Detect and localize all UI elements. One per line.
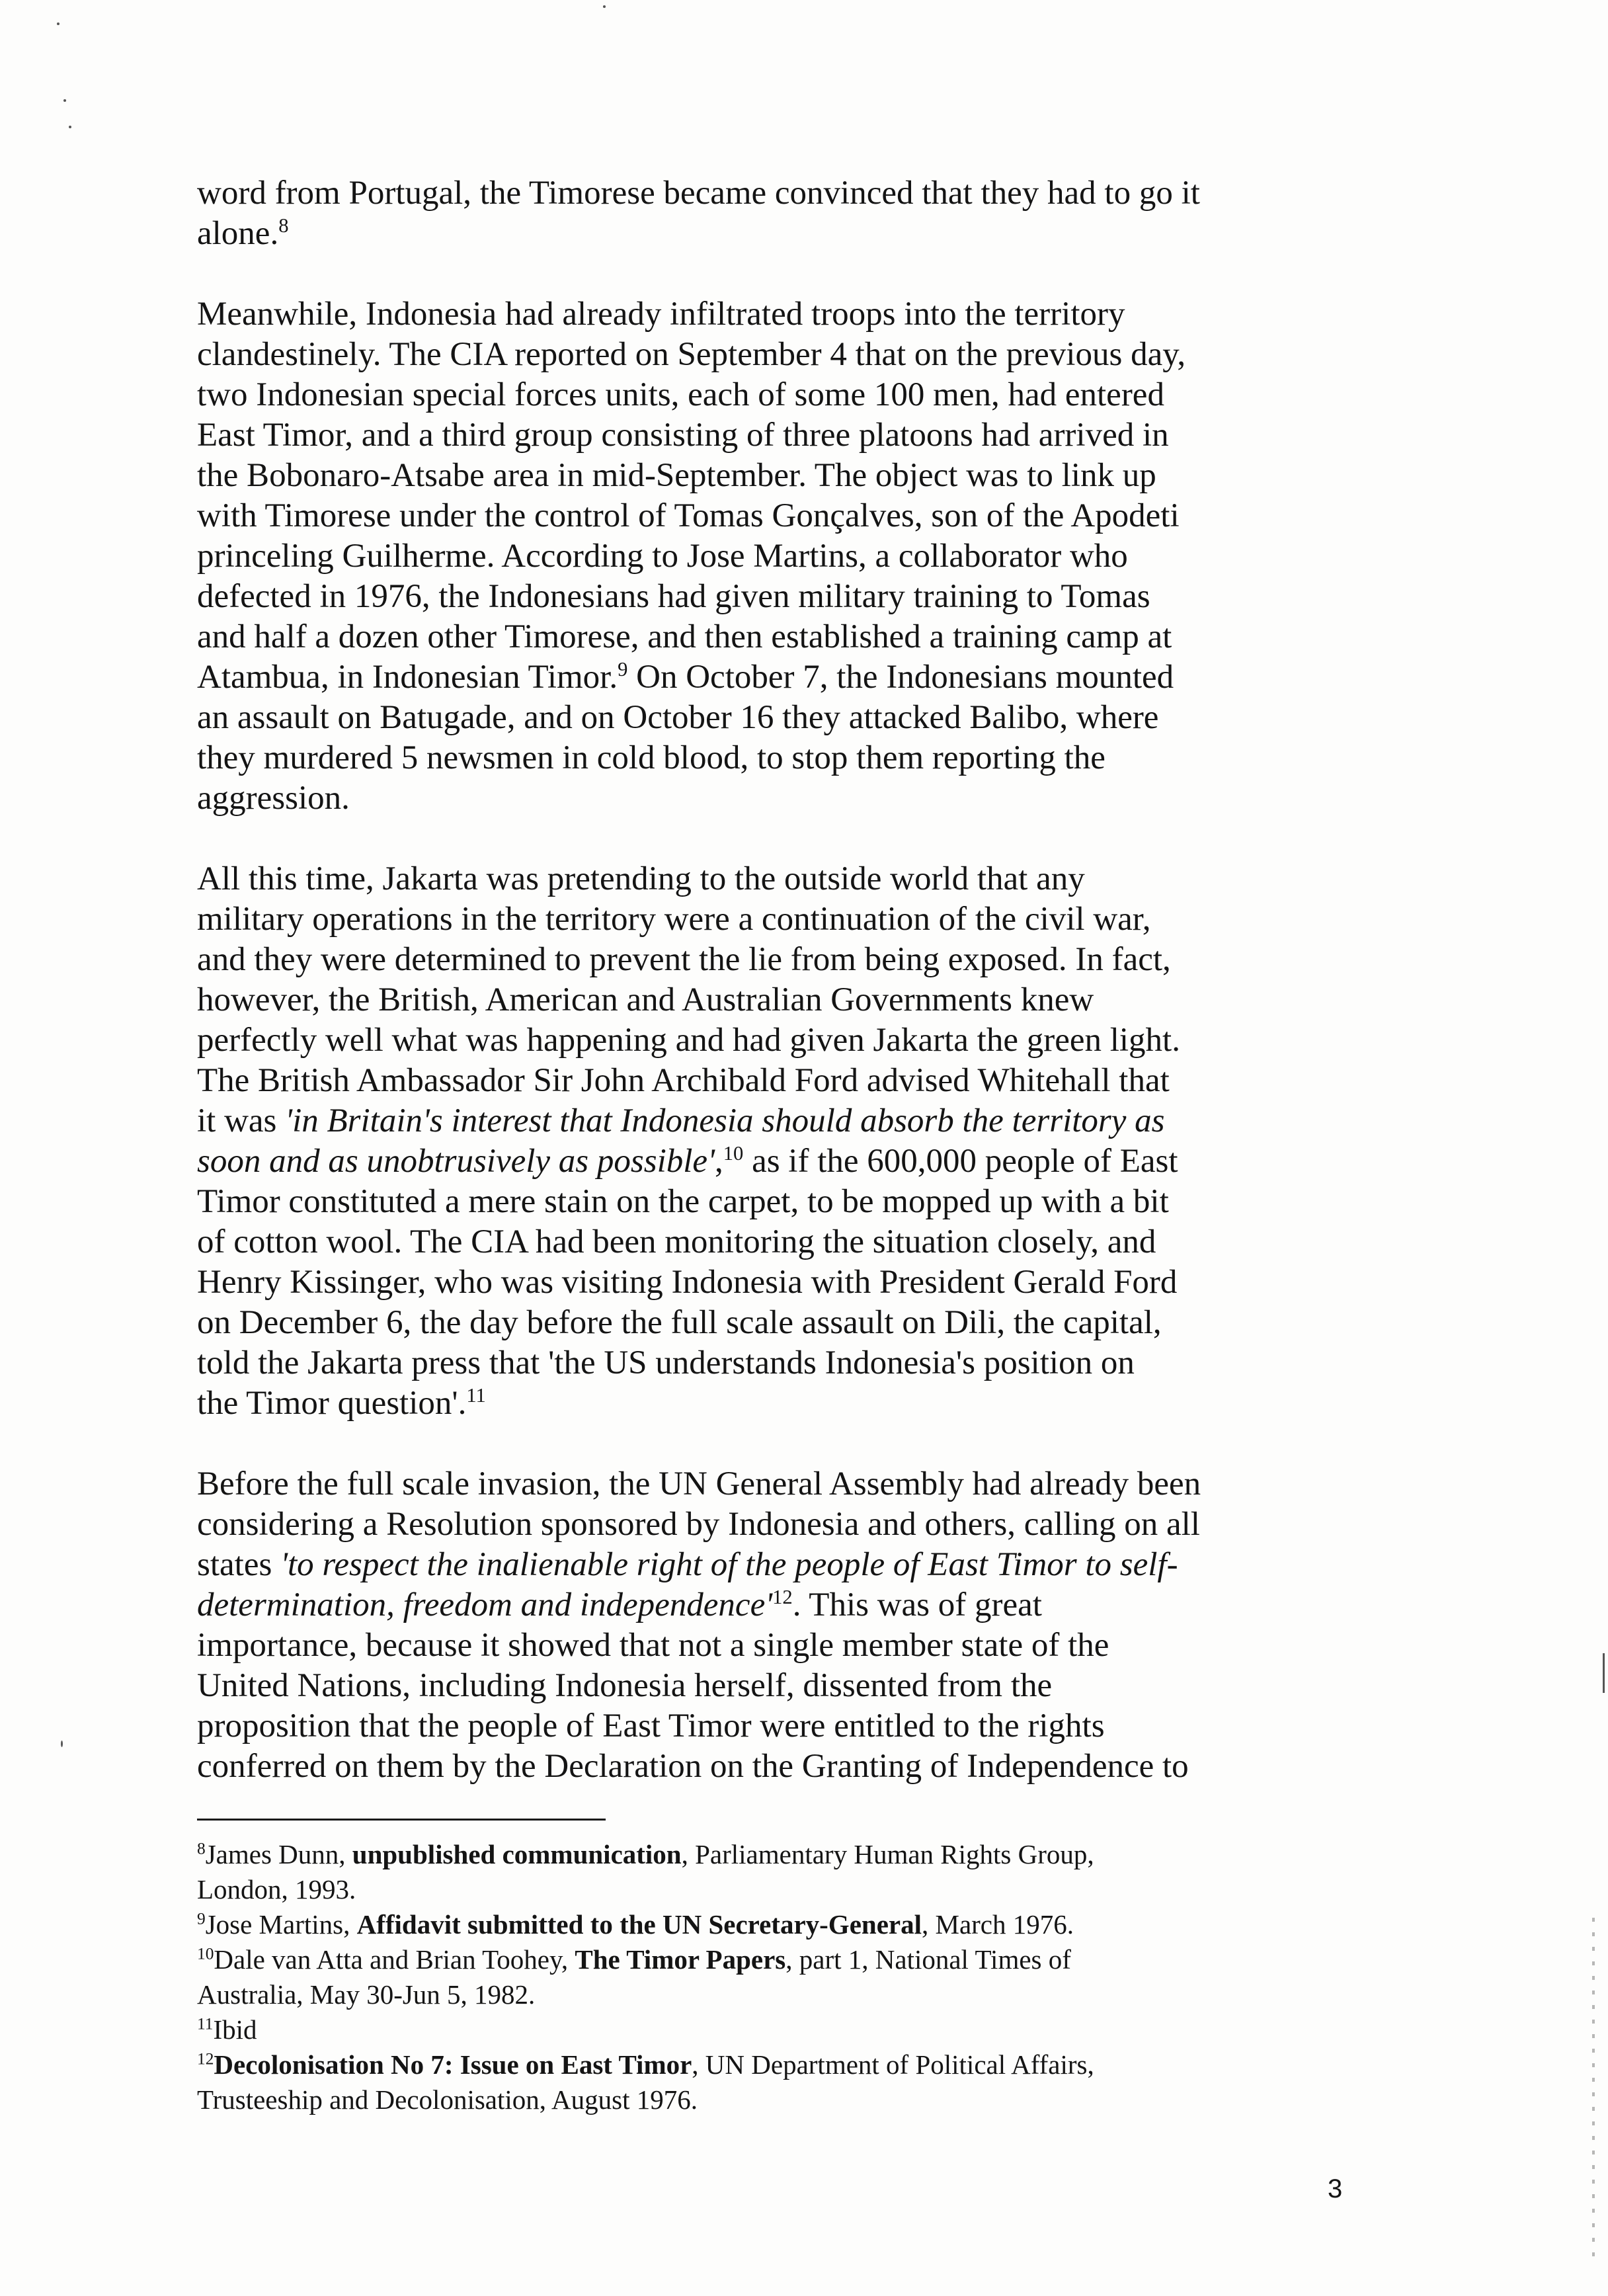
footnote <box>197 2047 1361 2117</box>
italic-quote: determination, freedom and independence' <box>197 1586 773 1623</box>
text-run: and half a dozen other Timorese, and then established a training camp at <box>197 618 1172 655</box>
text-line <box>197 1182 1361 1222</box>
text-run: princeling Guilherme. According to Jose Martins, a collaborator who <box>197 538 1128 575</box>
italic-quote: soon and as unobtrusively as possible' <box>197 1143 715 1180</box>
footnote <box>197 1907 1361 1942</box>
text-run: , UN Department of Political Affairs, <box>692 2049 1094 2080</box>
text-run: , part 1, National Times of <box>785 1944 1071 1975</box>
text-run: word from Portugal, the Timorese became convinced that they had to go it <box>197 175 1200 212</box>
text-run: Atambua, in Indonesian Timor. <box>197 659 618 696</box>
text-line <box>197 617 1361 657</box>
text-run: Meanwhile, Indonesia had already infiltrated troops into the territory <box>197 296 1125 333</box>
bold-title: Affidavit submitted to the UN Secretary-General <box>356 1909 922 1940</box>
text-run: proposition that the people of East Timor were entitled to the rights <box>197 1707 1105 1744</box>
text-run: on December 6, the day before the full scale assault on Dili, the capital, <box>197 1304 1162 1341</box>
text-run: , <box>714 1143 723 1180</box>
text-line <box>197 940 1361 980</box>
paragraph <box>197 1464 1361 1787</box>
text-run: Dale van Atta and Brian Toohey, <box>214 1944 575 1975</box>
text-run: On October 7, the Indonesians mounted <box>627 659 1174 696</box>
text-run: with Timorese under the control of Tomas Gonçalves, son of the Apodeti <box>197 497 1180 534</box>
text-run: All this time, Jakarta was pretending to the outside world that any <box>197 860 1085 897</box>
footnote-line <box>197 1907 1361 1942</box>
text-line <box>197 1504 1361 1545</box>
text-run: James Dunn, <box>205 1839 352 1869</box>
text-line <box>197 1061 1361 1101</box>
footnote-line <box>197 1977 1361 2012</box>
footnote-line <box>197 2082 1361 2117</box>
text-run: Jose Martins, <box>205 1909 357 1940</box>
text-run: Timor constituted a mere stain on the carpet, to be mopped up with a bit <box>197 1183 1169 1220</box>
text-run: Ibid <box>213 2014 257 2045</box>
footnote-number: 12 <box>197 2049 214 2069</box>
text-line <box>197 577 1361 617</box>
text-run: an assault on Batugade, and on October 16 they attacked Balibo, where <box>197 699 1159 736</box>
footnote-reference: 11 <box>466 1384 486 1407</box>
footnote <box>197 2012 1361 2047</box>
text-run: told the Jakarta press that 'the US understands Indonesia's position on <box>197 1344 1135 1381</box>
text-run: Before the full scale invasion, the UN General Assembly had already been <box>197 1465 1201 1502</box>
text-run: London, 1993. <box>197 1874 356 1905</box>
text-line <box>197 698 1361 738</box>
text-line <box>197 335 1361 375</box>
text-line <box>197 294 1361 335</box>
page-number: 3 <box>1328 2174 1343 2203</box>
footnote-reference: 10 <box>723 1142 744 1165</box>
footnote-divider <box>197 1819 606 1821</box>
bold-title: unpublished communication <box>352 1839 682 1869</box>
footnotes <box>197 1837 1361 2117</box>
text-run: as if the 600,000 people of East <box>743 1143 1178 1180</box>
text-run: The British Ambassador Sir John Archibald Ford advised Whitehall that <box>197 1062 1170 1099</box>
body-text <box>197 173 1361 1787</box>
text-run: considering a Resolution sponsored by Indonesia and others, calling on all <box>197 1506 1200 1543</box>
text-line <box>197 1343 1361 1383</box>
text-line <box>197 214 1361 254</box>
text-run: alone. <box>197 215 279 252</box>
text-run: Australia, May 30-Jun 5, 1982. <box>197 1979 536 2010</box>
text-line <box>197 1464 1361 1504</box>
text-line <box>197 1020 1361 1061</box>
text-run: clandestinely. The CIA reported on September 4 that on the previous day, <box>197 336 1186 373</box>
footnote-number: 11 <box>197 2014 214 2033</box>
text-run: and they were determined to prevent the lie from being exposed. In fact, <box>197 941 1171 978</box>
text-run: perfectly well what was happening and had given Jakarta the green light. <box>197 1022 1180 1059</box>
text-run: conferred on them by the Declaration on the Granting of Independence to <box>197 1748 1189 1785</box>
scan-speck <box>1603 1653 1605 1693</box>
text-run: states <box>197 1546 281 1583</box>
text-line <box>197 1262 1361 1303</box>
text-run: defected in 1976, the Indonesians had given military training to Tomas <box>197 578 1150 615</box>
text-run: Trusteeship and Decolonisation, August 1976. <box>197 2084 698 2115</box>
text-line <box>197 859 1361 899</box>
footnote-line <box>197 2012 1361 2047</box>
text-line <box>197 536 1361 577</box>
text-run: . This was of great <box>792 1586 1042 1623</box>
footnote-line <box>197 1942 1361 1977</box>
text-line <box>197 738 1361 778</box>
footnote-line <box>197 2047 1361 2082</box>
paragraph <box>197 294 1361 819</box>
text-line <box>197 1625 1361 1666</box>
bold-title: Decolonisation No 7: Issue on East Timor <box>214 2049 692 2080</box>
text-line <box>197 1585 1361 1625</box>
text-line <box>197 1141 1361 1182</box>
text-line <box>197 1303 1361 1343</box>
paragraph <box>197 859 1361 1424</box>
scan-speck <box>603 5 606 8</box>
text-run: , Parliamentary Human Rights Group, <box>681 1839 1094 1869</box>
scan-speck <box>61 1741 63 1747</box>
text-run: two Indonesian special forces units, each of some 100 men, had entered <box>197 376 1164 413</box>
footnote-line <box>197 1872 1361 1907</box>
text-line <box>197 173 1361 214</box>
text-run: Henry Kissinger, who was visiting Indonesia with President Gerald Ford <box>197 1264 1178 1301</box>
text-run: the Timor question'. <box>197 1385 467 1422</box>
italic-quote: 'to respect the inalienable right of the people of East Timor to self- <box>280 1546 1178 1583</box>
footnote <box>197 1837 1361 1907</box>
footnote-number: 8 <box>197 1839 206 1858</box>
footnote-number: 10 <box>197 1944 214 1963</box>
text-line <box>197 899 1361 940</box>
text-line <box>197 657 1361 698</box>
footnote-reference: 8 <box>278 214 289 237</box>
text-run: military operations in the territory were a continuation of the civil war, <box>197 901 1151 938</box>
text-line <box>197 1545 1361 1585</box>
text-line <box>197 1101 1361 1141</box>
text-run: of cotton wool. The CIA had been monitoring the situation closely, and <box>197 1223 1156 1260</box>
text-line <box>197 1383 1361 1424</box>
text-line <box>197 496 1361 536</box>
scan-edge-artifact <box>1592 1918 1595 2262</box>
paragraph <box>197 173 1361 254</box>
text-run: they murdered 5 newsmen in cold blood, to stop them reporting the <box>197 739 1106 776</box>
text-line <box>197 1706 1361 1746</box>
bold-title: The Timor Papers <box>575 1944 786 1975</box>
text-line <box>197 1222 1361 1262</box>
text-run: , March 1976. <box>921 1909 1074 1940</box>
scan-speck <box>57 22 60 25</box>
text-run: the Bobonaro-Atsabe area in mid-September. The object was to link up <box>197 457 1156 494</box>
text-line <box>197 980 1361 1020</box>
footnote-reference: 12 <box>772 1586 793 1608</box>
text-line <box>197 456 1361 496</box>
footnote-line <box>197 1837 1361 1872</box>
text-run: aggression. <box>197 780 350 817</box>
text-run: importance, because it showed that not a single member state of the <box>197 1627 1109 1664</box>
text-run: East Timor, and a third group consisting of three platoons had arrived in <box>197 417 1169 454</box>
text-line <box>197 375 1361 415</box>
scan-speck <box>63 99 66 102</box>
footnote-number: 9 <box>197 1909 206 1928</box>
text-line <box>197 778 1361 819</box>
italic-quote: 'in Britain's interest that Indonesia should absorb the territory as <box>285 1102 1165 1139</box>
footnote-reference: 9 <box>618 658 628 680</box>
text-run: United Nations, including Indonesia herself, dissented from the <box>197 1667 1053 1704</box>
text-line <box>197 1746 1361 1787</box>
text-run: it was <box>197 1102 286 1139</box>
text-run: however, the British, American and Australian Governments knew <box>197 981 1094 1018</box>
text-line <box>197 1666 1361 1706</box>
scan-speck <box>69 126 71 128</box>
text-line <box>197 415 1361 456</box>
footnote <box>197 1942 1361 2012</box>
